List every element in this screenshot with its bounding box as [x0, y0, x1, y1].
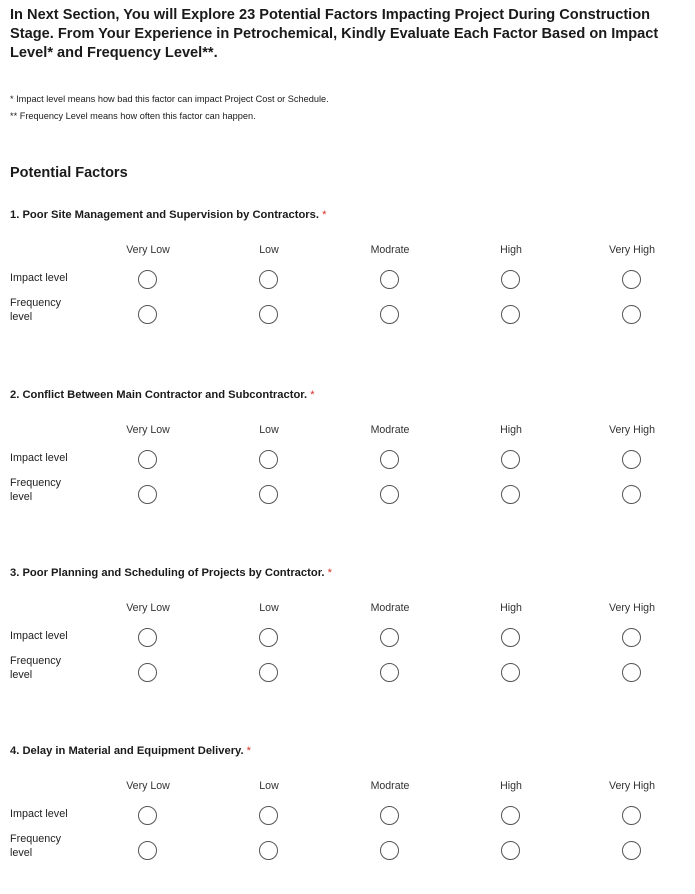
question-block	[0, 744, 695, 894]
frequency-radio-very-low[interactable]	[138, 485, 157, 504]
impact-radio-very-high[interactable]	[622, 450, 641, 469]
scale-column-header: Very Low	[126, 424, 170, 436]
frequency-level-label: Frequency level	[10, 655, 62, 681]
scale-column-header: Modrate	[370, 424, 410, 436]
scale-column-header: Modrate	[370, 780, 410, 792]
impact-radio-very-high[interactable]	[622, 270, 641, 289]
scale-column-header: Low	[259, 602, 279, 614]
question-title	[10, 744, 251, 758]
frequency-radio-modrate[interactable]	[380, 305, 399, 324]
scale-column-header: Very Low	[126, 602, 170, 614]
section-title: Potential Factors	[10, 165, 128, 181]
impact-level-label: Impact level	[10, 272, 68, 284]
scale-column-header: Low	[259, 780, 279, 792]
scale-column-header: Very High	[609, 602, 655, 614]
question-title	[10, 566, 332, 580]
impact-radio-very-low[interactable]	[138, 450, 157, 469]
frequency-radio-very-low[interactable]	[138, 663, 157, 682]
frequency-radio-low[interactable]	[259, 841, 278, 860]
required-asterisk: *	[246, 745, 252, 757]
impact-level-label: Impact level	[10, 630, 68, 642]
scale-column-header: High	[500, 424, 522, 436]
impact-radio-high[interactable]	[501, 270, 520, 289]
impact-radio-high[interactable]	[501, 450, 520, 469]
frequency-radio-very-high[interactable]	[622, 485, 641, 504]
frequency-radio-high[interactable]	[501, 663, 520, 682]
required-asterisk: *	[322, 209, 327, 221]
question-title	[10, 208, 326, 222]
question-block	[0, 566, 695, 716]
impact-level-note: * Impact level means how bad this factor can impact Project Cost or Schedule.	[10, 94, 329, 104]
question-text: 1. Poor Site Management and Supervision by Contractors.	[10, 209, 319, 221]
impact-radio-high[interactable]	[501, 806, 520, 825]
frequency-radio-very-high[interactable]	[622, 841, 641, 860]
scale-column-header: Very Low	[126, 244, 170, 256]
impact-level-label: Impact level	[10, 808, 68, 820]
impact-radio-very-low[interactable]	[138, 628, 157, 647]
impact-radio-low[interactable]	[259, 806, 278, 825]
required-asterisk: *	[310, 389, 315, 401]
frequency-level-label: Frequency level	[10, 833, 62, 859]
frequency-radio-low[interactable]	[259, 485, 278, 504]
frequency-radio-modrate[interactable]	[380, 663, 399, 682]
scale-column-header: Very Low	[126, 780, 170, 792]
scale-column-header: High	[500, 780, 522, 792]
frequency-radio-very-high[interactable]	[622, 663, 641, 682]
intro-text: In Next Section, You will Explore 23 Potential Factors Impacting Project During Construction Stage. From Your Experience in Petrochemical, Kindly Evaluate Each Factor Based on Impact Level* and Frequency Level**.	[10, 7, 659, 61]
scale-column-header: High	[500, 602, 522, 614]
frequency-radio-low[interactable]	[259, 305, 278, 324]
frequency-radio-very-low[interactable]	[138, 305, 157, 324]
impact-radio-very-high[interactable]	[622, 806, 641, 825]
required-asterisk: *	[327, 567, 333, 579]
impact-radio-modrate[interactable]	[380, 270, 399, 289]
scale-column-header: Low	[259, 244, 279, 256]
impact-radio-very-high[interactable]	[622, 628, 641, 647]
frequency-radio-very-low[interactable]	[138, 841, 157, 860]
frequency-radio-high[interactable]	[501, 841, 520, 860]
frequency-radio-high[interactable]	[501, 305, 520, 324]
scale-column-header: Modrate	[370, 244, 410, 256]
impact-radio-modrate[interactable]	[380, 450, 399, 469]
scale-column-header: Very High	[609, 244, 655, 256]
impact-radio-very-low[interactable]	[138, 806, 157, 825]
frequency-level-note: ** Frequency Level means how often this factor can happen.	[10, 111, 256, 121]
question-text: 3. Poor Planning and Scheduling of Projects by Contractor.	[10, 567, 325, 579]
question-title	[10, 388, 315, 402]
scale-column-header: High	[500, 244, 522, 256]
scale-column-header: Very High	[609, 780, 655, 792]
frequency-radio-modrate[interactable]	[380, 841, 399, 860]
impact-radio-low[interactable]	[259, 270, 278, 289]
question-text: 4. Delay in Material and Equipment Delivery.	[10, 745, 244, 757]
impact-radio-high[interactable]	[501, 628, 520, 647]
impact-radio-modrate[interactable]	[380, 628, 399, 647]
frequency-radio-high[interactable]	[501, 485, 520, 504]
impact-radio-modrate[interactable]	[380, 806, 399, 825]
frequency-radio-very-high[interactable]	[622, 305, 641, 324]
impact-level-label: Impact level	[10, 452, 68, 464]
scale-column-header: Very High	[609, 424, 655, 436]
frequency-radio-modrate[interactable]	[380, 485, 399, 504]
question-text: 2. Conflict Between Main Contractor and Subcontractor.	[10, 389, 308, 401]
impact-radio-low[interactable]	[259, 450, 278, 469]
scale-column-header: Low	[259, 424, 279, 436]
frequency-level-label: Frequency level	[10, 477, 62, 503]
question-block	[0, 388, 695, 538]
impact-radio-very-low[interactable]	[138, 270, 157, 289]
question-block	[0, 208, 695, 358]
impact-radio-low[interactable]	[259, 628, 278, 647]
frequency-radio-low[interactable]	[259, 663, 278, 682]
frequency-level-label: Frequency level	[10, 297, 62, 323]
scale-column-header: Modrate	[370, 602, 410, 614]
